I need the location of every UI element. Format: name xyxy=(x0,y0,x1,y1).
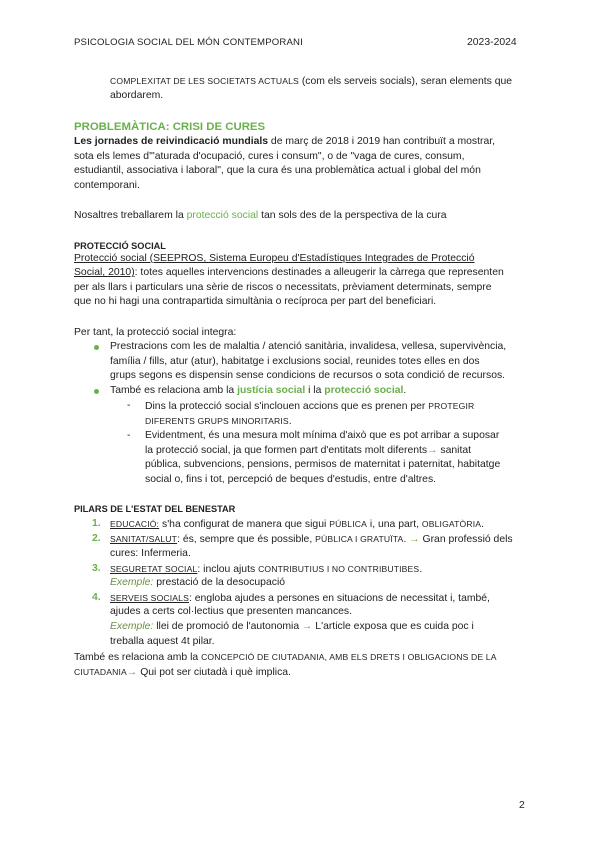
dash-2-line-2: la protecció social, ja que formen part d'entitats molt diferents→ sanitat xyxy=(145,445,472,456)
highlight-proteccio-social-2: protecció social xyxy=(324,385,404,396)
bullet-1-line-1: Prestracions com les de malaltia / atenció sanitària, invalidesa, vellesa, supervivència, xyxy=(110,341,507,352)
intro-line-2: abordarem. xyxy=(110,90,164,101)
problem-p2: Nosaltres treballarem la protecció social tan sols des de la perspectiva de la cura xyxy=(74,210,447,221)
heading-proteccio-social: PROTECCIÓ SOCIAL xyxy=(74,241,166,251)
problem-p1-line-3: estudiantil, associativa i laboral", que la cura és una problemàtica actual i global del món xyxy=(74,165,481,176)
bullet-icon xyxy=(94,345,99,350)
highlight-proteccio-social: protecció social xyxy=(186,210,259,221)
pillar-3-line-1: SEGURETAT SOCIAL: inclou ajuts CONTRIBUTIUS I NO CONTRIBUTIBES. xyxy=(110,564,423,575)
bullet-1-line-3: grups segons es dispensin sense condicions de recursos o sota condició de recursos. xyxy=(110,370,506,381)
definition-line-2: Social, 2010): totes aquelles intervencions destinades a alleugerir la càrrega que representen xyxy=(74,267,504,278)
dash-1-line-2: DIFERENTS GRUPS MINORITARIS. xyxy=(145,416,292,427)
list-number: 2. xyxy=(92,533,101,544)
dash-2-line-3: pública, subvencions, pensions, permisos de maternitat i paternitat, habitatge xyxy=(145,459,501,470)
closing-line-1: També es relaciona amb la CONCEPCIÓ DE CIUTADANIA, AMB ELS DRETS I OBLIGACIONS DE LA xyxy=(74,652,497,663)
dash-marker: - xyxy=(127,430,131,441)
pillar-4-line-1: SERVEIS SOCIALS: engloba ajudes a persones en situacions de necessitat i, també, xyxy=(110,593,490,604)
heading-pilars: PILARS DE L'ESTAT DEL BENESTAR xyxy=(74,504,236,514)
pillar-3-example: Exemple: prestació de la desocupació xyxy=(110,577,286,588)
arrow-right-icon: → xyxy=(427,445,438,456)
intro-line-1: COMPLEXITAT DE LES SOCIETATS ACTUALS (com els serveis socials), seran elements que xyxy=(110,76,513,87)
definition-line-4: que no hi hagi una contrapartida simultània o recíproca per part del beneficiari. xyxy=(74,296,437,307)
dash-marker: - xyxy=(127,400,131,411)
bullet-2-line: També es relaciona amb la justícia social i la protecció social. xyxy=(110,385,407,396)
definition-line-1: Protecció social (SEEPROS, Sistema Europeu d'Estadístiques Integrades de Protecció xyxy=(74,253,475,264)
problem-p1-line-1: Les jornades de reivindicació mundials de març de 2018 i 2019 han contribuït a mostrar, xyxy=(74,136,496,147)
heading-crisi-de-cures: PROBLEMÀTICA: CRISI DE CURES xyxy=(74,121,266,133)
page-number: 2 xyxy=(519,800,525,811)
dash-2-line-1: Evidentment, és una mesura molt mínima d'això que es pot arribar a suposar xyxy=(145,430,500,441)
definition-line-3: per als llars i particulars una sèrie de riscos o necessitats, prèviament determinats, sempre xyxy=(74,282,492,293)
pillar-2-line-2: cures: Infermeria. xyxy=(110,548,191,559)
pillar-4-example: Exemple: llei de promoció de l'autonomia → L'article exposa que es cuida poc i xyxy=(110,621,474,632)
pillar-4-line-2: ajudes a certs col·lectius que presenten mancances. xyxy=(110,606,353,617)
highlight-justicia-social: justícia social xyxy=(237,385,306,396)
dash-2-line-4: social o, fins i tot, percepció de beques d'estudis, entre d'altres. xyxy=(145,474,437,485)
integra-intro: Per tant, la protecció social integra: xyxy=(74,327,237,338)
list-number: 4. xyxy=(92,592,101,603)
bullet-1-line-2: família / fills, atur (atur), habitatge i exclusions social, reunides totes elles en dos xyxy=(110,356,480,367)
problem-p1-line-4: contemporani. xyxy=(74,180,140,191)
intro-smallcaps: COMPLEXITAT DE LES SOCIETATS ACTUALS xyxy=(110,76,299,86)
bullet-icon xyxy=(94,389,99,394)
pillar-4-line-4: treballa aquest 4t pilar. xyxy=(110,636,215,647)
list-number: 3. xyxy=(92,563,101,574)
problem-p1-line-2: sota els lemes d'"aturada d'ocupació, cures i consum", o de "vaga de cures, consum, xyxy=(74,151,465,162)
running-header-title: PSICOLOGIA SOCIAL DEL MÓN CONTEMPORANI xyxy=(74,37,303,48)
dash-1-line-1: Dins la protecció social s'inclouen accions que es prenen per PROTEGIR xyxy=(145,401,475,412)
pillar-1-line: EDUCACIÓ: s'ha configurat de manera que sigui PÚBLICA i, una part, OBLIGATÒRIA. xyxy=(110,519,485,530)
running-header-year: 2023-2024 xyxy=(467,37,517,48)
closing-line-2: CIUTADANIA→ Qui pot ser ciutadà i què implica. xyxy=(74,667,291,678)
arrow-right-icon: → xyxy=(126,667,138,678)
arrow-right-icon: → xyxy=(409,534,420,545)
pillar-2-line-1: SANITAT/SALUT: és, sempre que és possible, PÚBLICA I GRATUÏTA. → Gran professió dels xyxy=(110,534,513,545)
arrow-right-icon: → xyxy=(302,621,313,632)
list-number: 1. xyxy=(92,518,101,529)
